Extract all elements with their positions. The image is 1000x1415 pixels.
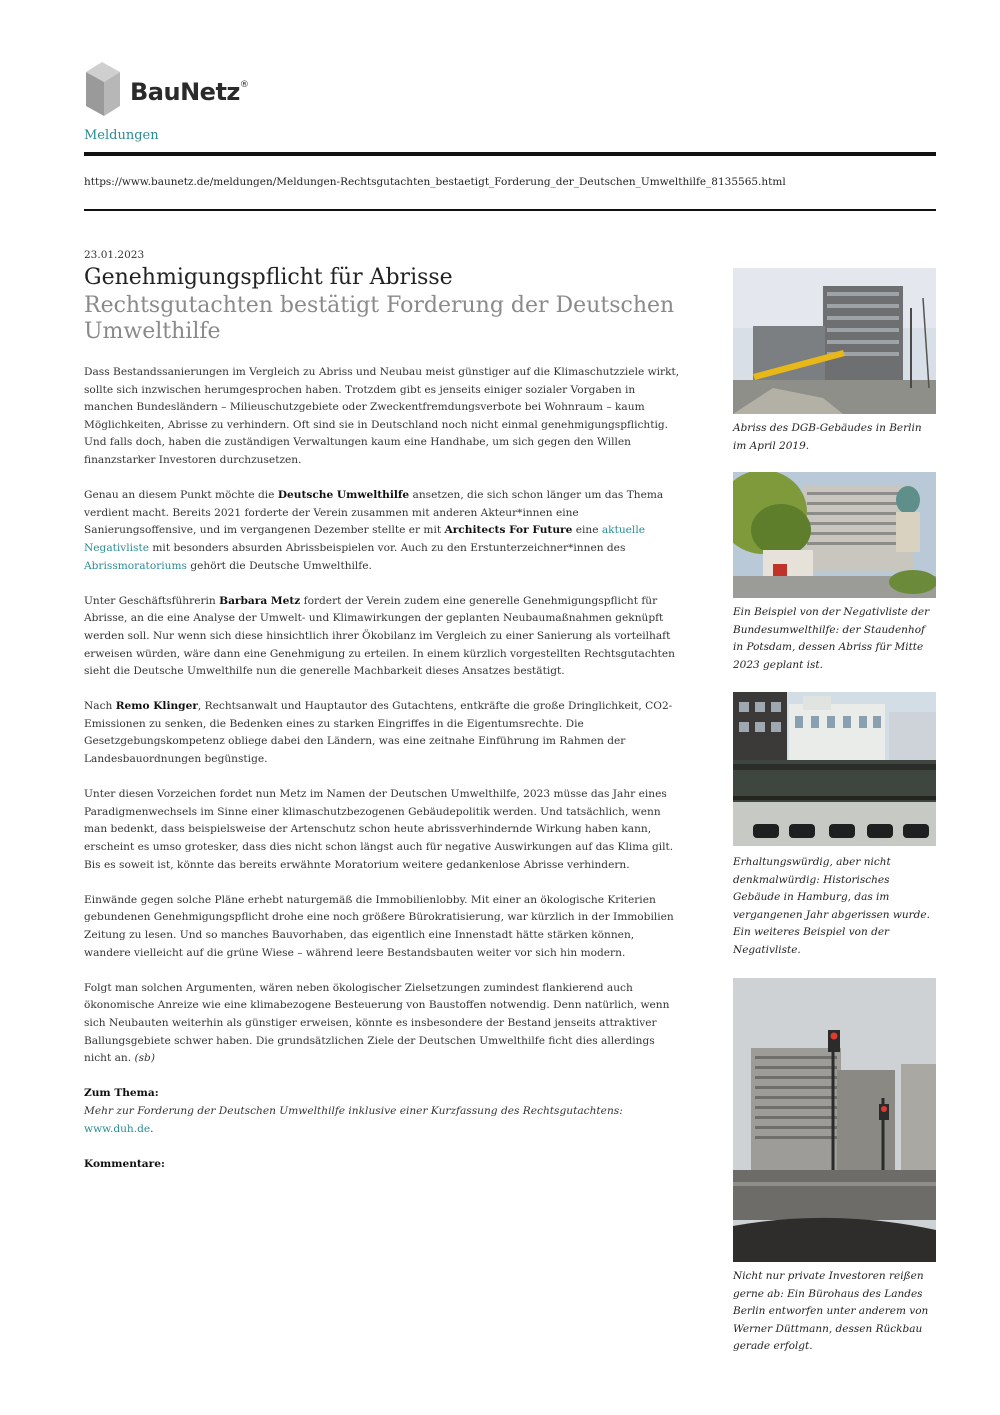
- section-label[interactable]: Meldungen: [84, 128, 159, 143]
- comments-label: Kommentare:: [84, 1157, 165, 1170]
- person-name: Barbara Metz: [219, 594, 301, 607]
- paragraph: Folgt man solchen Argumenten, wären neben ökologischer Zielsetzungen zumindest flankierend auch ökonomische Anreize wie eine klimabezogene Besteuerung von Baustoffen notwendig. Denn natürlich, wenn sich Neubauten weiterhin als günstiger erweisen, könnte es insbesondere der Bestand jenseits attraktiver Ballungsgebiete schwer haben. Die grundsätzlichen Ziele der Deutschen Umwelthilfe ficht dies allerdings nicht an. (sb): [84, 981, 670, 1065]
- photo-hamburg-building[interactable]: [733, 692, 936, 846]
- photo-staudenhof[interactable]: [733, 472, 936, 598]
- article-body: [84, 364, 684, 1173]
- article-title: Genehmigungspflicht für Abrisse: [84, 265, 453, 290]
- article-date: 23.01.2023: [84, 249, 145, 261]
- negativliste-link[interactable]: aktuelle Negativliste: [84, 524, 645, 554]
- topic-text: Mehr zur Forderung der Deutschen Umwelthilfe inklusive einer Kurzfassung des Rechtsgutachtens:: [84, 1104, 623, 1117]
- paragraph: Unter diesen Vorzeichen fordet nun Metz im Namen der Deutschen Umwelthilfe, 2023 müsse das Jahr eines Paradigmenwechsels im Sinne einer klimaschutzbezogenen Gebäudepolitik werden. Und tatsächlich, wenn man bedenkt, dass beispielsweise der Artenschutz schon heute abrissverhindernde Wirkung haben kann, erscheint es umso grotesker, dass dies nicht schon längst auch für negative Auswirkungen auf das Klima gilt. Bis es soweit ist, könnte das bereits erwähnte Moratorium weitere gedankenlose Abrisse verhindern.: [84, 788, 674, 871]
- article-subtitle: Rechtsgutachten bestätigt Forderung der Deutschen Umwelthilfe: [84, 293, 675, 344]
- photo-caption: Abriss des DGB-Gebäudes in Berlin im April 2019.: [733, 422, 922, 452]
- duh-link[interactable]: www.duh.de: [84, 1122, 151, 1135]
- abrissmoratorium-link[interactable]: Abrissmoratoriums: [84, 559, 187, 572]
- baunetz-logo[interactable]: [84, 60, 284, 118]
- photo-berlin-office[interactable]: [733, 978, 936, 1262]
- photo-caption: Nicht nur private Investoren reißen gerne ab: Ein Bürohaus des Landes Berlin entworfen unter anderem von Werner Düttmann, dessen Rückbau gerade erfolgt.: [733, 1270, 929, 1353]
- paragraph: Unter Geschäftsführerin Barbara Metz fordert der Verein zudem eine generelle Genehmigungspflicht für Abrisse, an die eine Analyse der Umwelt- und Klimawirkungen der geplanten Neubaumaßnahmen geknüpft werden soll. Nur wenn sich diese hinsichtlich ihrer Ökobilanz im Vergleich zu einer Sanierung als vorteilhaft erweisen würden, wäre dann eine Genehmigung zu erteilen. In einem kürzlich vorgestellten Rechtsgutachten sieht die Deutsche Umwelthilfe nun die generelle Machbarkeit dieses Ansatzes bestätigt.: [84, 594, 675, 678]
- paragraph: Dass Bestandssanierungen im Vergleich zu Abriss und Neubau meist günstiger auf die Klimaschutzziele wirkt, sollte sich inzwischen herumgesprochen haben. Trotzdem gibt es jenseits einiger sozialer Vorgaben in manchen Bundesländern – Milieuschutzgebiete oder Zweckentfremdungsverbote bei Wohnraum – kaum Möglichkeiten, Abrisse zu verhindern. Oft sind sie in Deutschland noch nicht einmal genehmigungspflichtig. Und falls doch, haben die zuständigen Verwaltungen kaum eine Handhabe, um sich gegen den Willen finanzstarker Investoren durchzusetzen.: [84, 366, 680, 466]
- logo-cube-icon: [84, 60, 124, 118]
- article-url: https://www.baunetz.de/meldungen/Meldungen-Rechtsgutachten_bestaetigt_Forderung_der_Deutschen_Umwelthilfe_8135565.html: [84, 176, 786, 188]
- photo-caption: Ein Beispiel von der Negativliste der Bundesumwelthilfe: der Staudenhof in Potsdam, dessen Abriss für Mitte 2023 geplant ist.: [733, 606, 930, 671]
- author-initials: (sb): [134, 1052, 155, 1065]
- paragraph: Nach Remo Klinger, Rechtsanwalt und Hauptautor des Gutachtens, entkräfte die große Dringlichkeit, CO2-Emissionen zu senken, die Bedenken eines zu starken Eingriffes in die Eigentumsrechte. Die Gesetzgebungskompetenz obliege dabei den Ländern, was eine zeitnahe Einführung im Rahmen der Landesbauordnungen begünstige.: [84, 700, 673, 766]
- photo-dgb-building[interactable]: [733, 268, 936, 414]
- topic-block: Zum Thema: Mehr zur Forderung der Deutschen Umwelthilfe inklusive einer Kurzfassung des Rechtsgutachtens: www.duh.de.: [84, 1085, 684, 1138]
- topic-label: Zum Thema:: [84, 1087, 159, 1100]
- org-name: Deutsche Umwelthilfe: [277, 489, 410, 502]
- person-name: Remo Klinger: [115, 700, 198, 713]
- url-rule: [84, 209, 936, 211]
- paragraph: Genau an diesem Punkt möchte die Deutsche Umwelthilfe ansetzen, die sich schon länger um das Thema verdient macht. Bereits 2021 forderte der Verein zusammen mit anderen Akteur*innen eine Sanierungsoffensive, und im vergangenen Dezember stellte er mit Architects For Future eine aktuelle Negativliste mit besonders absurden Abrissbeispielen vor. Auch zu den Erstunterzeichner*innen des Abrissmoratoriums gehört die Deutsche Umwelthilfe.: [84, 489, 664, 572]
- logo-wordmark: BauNetz®: [130, 78, 249, 106]
- photo-caption: Erhaltungswürdig, aber nicht denkmalwürdig: Historisches Gebäude in Hamburg, das im vergangenen Jahr abgerissen wurde. Ein weiteres Beispiel von der Negativliste.: [733, 856, 930, 956]
- org-name: Architects For Future: [444, 524, 573, 537]
- paragraph: Einwände gegen solche Pläne erhebt naturgemäß die Immobilienlobby. Mit einer an ökologische Kriterien gebundenen Genehmigungspflicht drohe eine noch größere Bürokratisierung, war kürzlich in der Immobilien Zeitung zu lesen. Und so manches Bauvorhaben, das eigentlich eine Innenstadt hätte stärken können, wandere vielleicht auf die grüne Wiese – während leere Bestandsbauten weiter vor sich hin modern.: [84, 893, 674, 959]
- header-rule: [84, 152, 936, 156]
